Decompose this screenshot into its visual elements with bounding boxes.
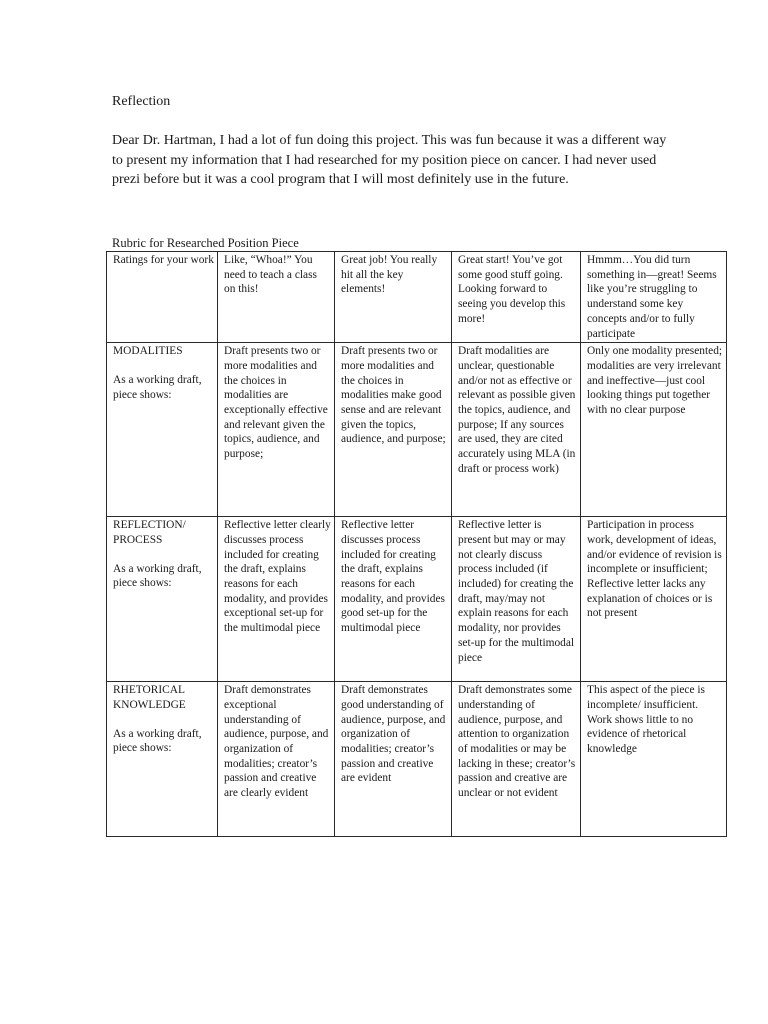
header-level-3-cell: Great start! You’ve got some good stuff going. Looking forward to seeing you develop this more! xyxy=(452,252,581,343)
header-level-4-cell: Hmmm…You did turn something in—great! Seems like you’re struggling to understand some key concepts and/or to fully participate xyxy=(581,252,727,343)
criterion-label: RHETORICAL KNOWLEDGE xyxy=(113,684,186,711)
criterion-subtext: As a working draft, piece shows: xyxy=(113,373,202,401)
rubric-header-row xyxy=(107,252,727,343)
level-1-cell: Draft presents two or more modalities and the choices in modalities are exceptionally effective and relevant given the topics, audience, and purpose; xyxy=(218,343,335,517)
level-2-cell: Reflective letter discusses process included for creating the draft, explains reasons for each modality, and provides good set-up for the multimodal piece xyxy=(335,517,452,682)
criterion-cell xyxy=(107,343,218,517)
criterion-label: REFLECTION/ PROCESS xyxy=(113,519,186,546)
criterion-subtext: As a working draft, piece shows: xyxy=(113,727,202,755)
level-2-cell: Draft presents two or more modalities and the choices in modalities make good sense and are relevant given the topics, audience, and purpose; xyxy=(335,343,452,517)
criterion-cell xyxy=(107,682,218,837)
rubric-title: Rubric for Researched Position Piece xyxy=(112,236,299,250)
level-1-cell: Reflective letter clearly discusses process included for creating the draft, explains reasons for each modality, and provides exceptional set-up for the multimodal piece xyxy=(218,517,335,682)
reflection-letter: Dear Dr. Hartman, I had a lot of fun doing this project. This was fun because it was a different way to present my information that I had researched for my position piece on cancer. I had never used prezi before but it was a cool program that I will most definitely use in the future. xyxy=(112,133,667,187)
rubric-table xyxy=(106,251,727,837)
rubric-row-rhetorical xyxy=(107,682,727,837)
header-level-2-cell: Great job! You really hit all the key elements! xyxy=(335,252,452,343)
level-4-cell: Participation in process work, development of ideas, and/or evidence of revision is incomplete or insufficient; Reflective letter lacks any explanation of choices or is not present xyxy=(581,517,727,682)
level-2-cell: Draft demonstrates good understanding of audience, purpose, and organization of modalities; creator’s passion and creative are evident xyxy=(335,682,452,837)
level-4-cell: Only one modality presented; modalities are very irrelevant and ineffective—just cool looking things put together with no clear purpose xyxy=(581,343,727,517)
header-level-1-cell: Like, “Whoa!” You need to teach a class on this! xyxy=(218,252,335,343)
page-heading: Reflection xyxy=(112,94,171,109)
criterion-label: MODALITIES xyxy=(113,345,183,358)
rubric-row-reflection xyxy=(107,517,727,682)
rubric-row-modalities xyxy=(107,343,727,517)
level-3-cell: Draft demonstrates some understanding of audience, purpose, and attention to organization of modalities or may be lacking in these; creator’s passion and creative are unclear or not evident xyxy=(452,682,581,837)
header-ratings-cell: Ratings for your work xyxy=(107,252,218,343)
level-1-cell: Draft demonstrates exceptional understanding of audience, purpose, and organization of modalities; creator’s passion and creative are clearly evident xyxy=(218,682,335,837)
criterion-subtext: As a working draft, piece shows: xyxy=(113,562,202,590)
level-4-cell: This aspect of the piece is incomplete/ insufficient. Work shows little to no evidence of rhetorical knowledge xyxy=(581,682,727,837)
level-3-cell: Reflective letter is present but may or may not clearly discuss process included (if included) for creating the draft, may/may not explain reasons for each modality, nor provides set-up for the multimodal piece xyxy=(452,517,581,682)
level-3-cell: Draft modalities are unclear, questionable and/or not as effective or relevant as possible given the topics, audience, and purpose; If any sources are used, they are cited accurately using MLA (in draft or process work) xyxy=(452,343,581,517)
criterion-cell xyxy=(107,517,218,682)
